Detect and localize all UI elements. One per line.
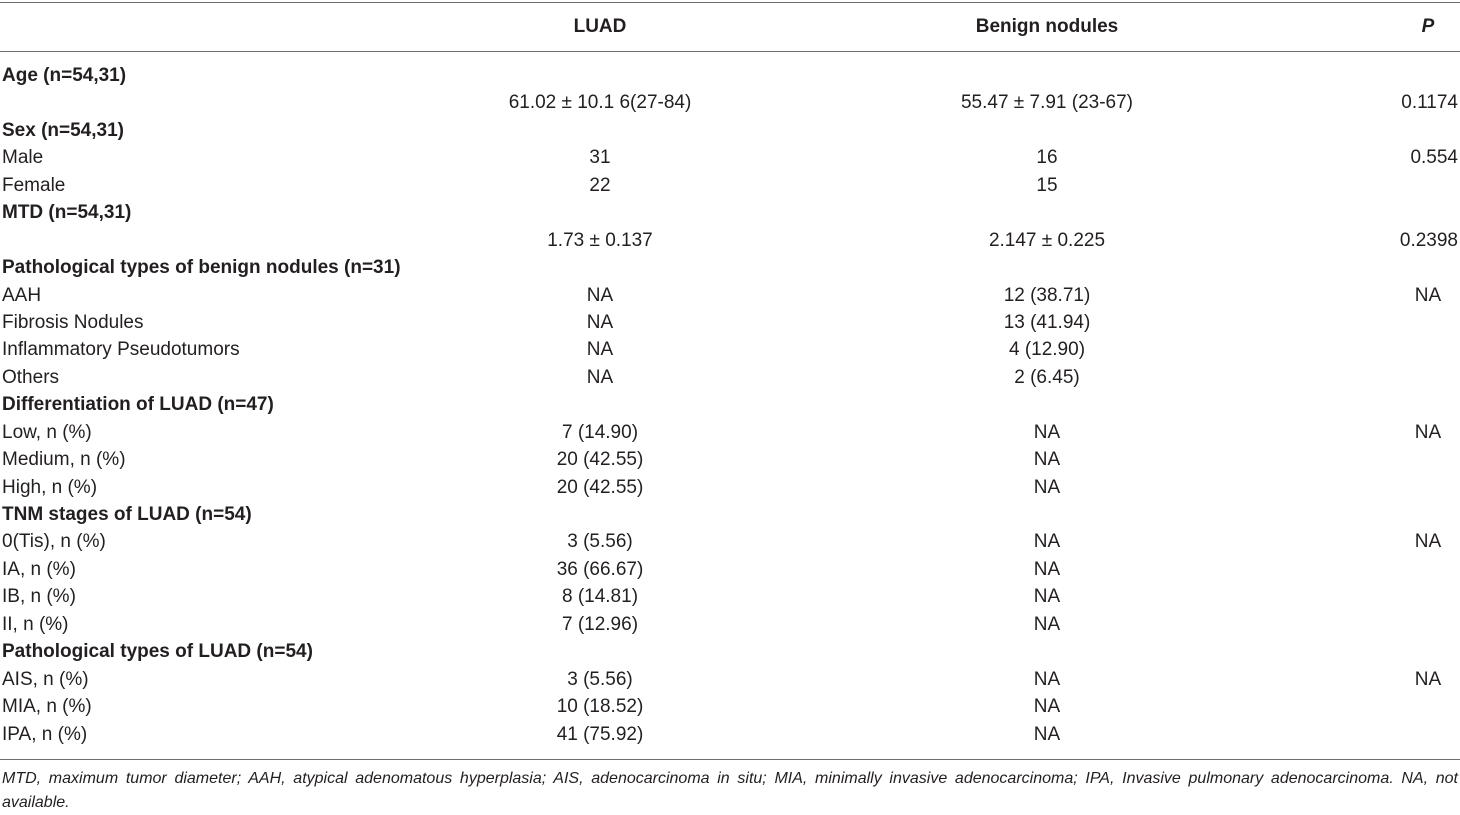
cell-benign: 12 (38.71) (1003, 284, 1091, 306)
cell-benign: NA (1033, 558, 1061, 580)
cell-benign: NA (1033, 531, 1061, 553)
section-title: MTD (n=54,31) (2, 202, 132, 224)
cell-p-value: NA (1414, 531, 1442, 553)
table-row (0, 419, 1460, 446)
section-title: Sex (n=54,31) (2, 119, 124, 141)
cell-luad: 31 (589, 147, 611, 169)
row-label: IPA, n (%) (2, 723, 88, 745)
cell-luad: 3 (5.56) (567, 531, 633, 553)
section-header-row (0, 199, 1460, 226)
cell-benign: 13 (41.94) (1003, 311, 1091, 333)
cell-luad: 7 (14.90) (561, 421, 639, 443)
table-body (0, 62, 1460, 748)
cell-luad: 36 (66.67) (556, 558, 644, 580)
table-row (0, 172, 1460, 199)
table-bottom-rule (0, 759, 1460, 760)
cell-p-value: NA (1414, 668, 1442, 690)
cell-benign: NA (1033, 449, 1061, 471)
row-label: Fibrosis Nodules (2, 311, 144, 333)
section-header-row (0, 501, 1460, 528)
table-row (0, 89, 1460, 116)
table-row (0, 446, 1460, 473)
cell-p-value: 0.554 (1410, 147, 1458, 169)
cell-luad: NA (586, 284, 614, 306)
table-row (0, 693, 1460, 720)
cell-luad: 1.73 ± 0.137 (547, 229, 653, 251)
cell-p-value: NA (1414, 421, 1442, 443)
table-row (0, 282, 1460, 309)
cell-benign: NA (1033, 668, 1061, 690)
header-luad: LUAD (573, 16, 627, 37)
row-label: Female (2, 174, 66, 196)
cell-luad: 61.02 ± 10.1 6(27-84) (508, 92, 692, 114)
cell-luad: 22 (589, 174, 611, 196)
row-label: MIA, n (%) (2, 696, 92, 718)
table-row (0, 666, 1460, 693)
cell-luad: 7 (12.96) (561, 613, 639, 635)
cell-luad: 8 (14.81) (561, 586, 639, 608)
section-header-row (0, 638, 1460, 665)
table-row (0, 611, 1460, 638)
cell-p-value: 0.2398 (1399, 229, 1458, 251)
cell-benign: NA (1033, 586, 1061, 608)
header-benign-nodules: Benign nodules (975, 16, 1119, 37)
cell-luad: NA (586, 339, 614, 361)
cell-benign: 4 (12.90) (1008, 339, 1086, 361)
section-title: Pathological types of LUAD (n=54) (2, 641, 313, 663)
cell-p-value: 0.1174 (1401, 92, 1458, 114)
section-header-row (0, 62, 1460, 89)
table-row (0, 336, 1460, 363)
cell-luad: 10 (18.52) (556, 696, 644, 718)
row-label: 0(Tis), n (%) (2, 531, 106, 553)
row-label: AAH (2, 284, 42, 306)
cell-benign: NA (1033, 696, 1061, 718)
table-row (0, 144, 1460, 171)
cell-luad: 3 (5.56) (567, 668, 633, 690)
section-header-row (0, 254, 1460, 281)
row-label: Others (2, 366, 60, 388)
section-header-row (0, 391, 1460, 418)
table-row (0, 583, 1460, 610)
section-header-row (0, 117, 1460, 144)
cell-luad: 20 (42.55) (556, 476, 644, 498)
row-label: AIS, n (%) (2, 668, 89, 690)
header-p-value: P (1421, 16, 1435, 37)
section-title: TNM stages of LUAD (n=54) (2, 504, 252, 525)
cell-luad: NA (586, 366, 614, 388)
table-row (0, 556, 1460, 583)
table-row (0, 474, 1460, 501)
table-row (0, 309, 1460, 336)
section-title: Differentiation of LUAD (n=47) (2, 394, 274, 416)
cell-luad: 20 (42.55) (556, 449, 644, 471)
table-footnote: MTD, maximum tumor diameter; AAH, atypical adenomatous hyperplasia; AIS, adenocarcinoma in situ; MIA, minimally invasive adenocarcinoma; IPA, Invasive pulmonary adenocarcinoma. NA, not available. (2, 770, 1458, 811)
table-header-rule (0, 51, 1460, 52)
cell-benign: 2.147 ± 0.225 (988, 229, 1106, 251)
row-label: Inflammatory Pseudotumors (2, 339, 240, 361)
row-label: IB, n (%) (2, 586, 76, 608)
table-row (0, 528, 1460, 555)
cell-benign: NA (1033, 613, 1061, 635)
cell-benign: NA (1033, 476, 1061, 498)
cell-benign: 2 (6.45) (1014, 366, 1080, 388)
row-label: II, n (%) (2, 613, 69, 635)
row-label: High, n (%) (2, 476, 98, 498)
cell-luad: 41 (75.92) (556, 723, 644, 745)
table-row (0, 227, 1460, 254)
section-title: Age (n=54,31) (2, 65, 127, 86)
cell-benign: 55.47 ± 7.91 (23-67) (960, 92, 1134, 114)
row-label: Male (2, 147, 44, 169)
table-header (0, 14, 1460, 40)
cell-benign: NA (1033, 723, 1061, 745)
row-label: IA, n (%) (2, 558, 76, 580)
table-row (0, 721, 1460, 748)
cell-p-value: NA (1414, 284, 1442, 306)
row-label: Low, n (%) (2, 421, 92, 443)
row-label: Medium, n (%) (2, 449, 126, 471)
table-top-rule (0, 2, 1460, 3)
cell-benign: NA (1033, 421, 1061, 443)
cell-benign: 15 (1036, 174, 1058, 196)
table-row (0, 364, 1460, 391)
section-title: Pathological types of benign nodules (n=31) (2, 257, 401, 279)
cell-luad: NA (586, 311, 614, 333)
cell-benign: 16 (1036, 147, 1058, 169)
